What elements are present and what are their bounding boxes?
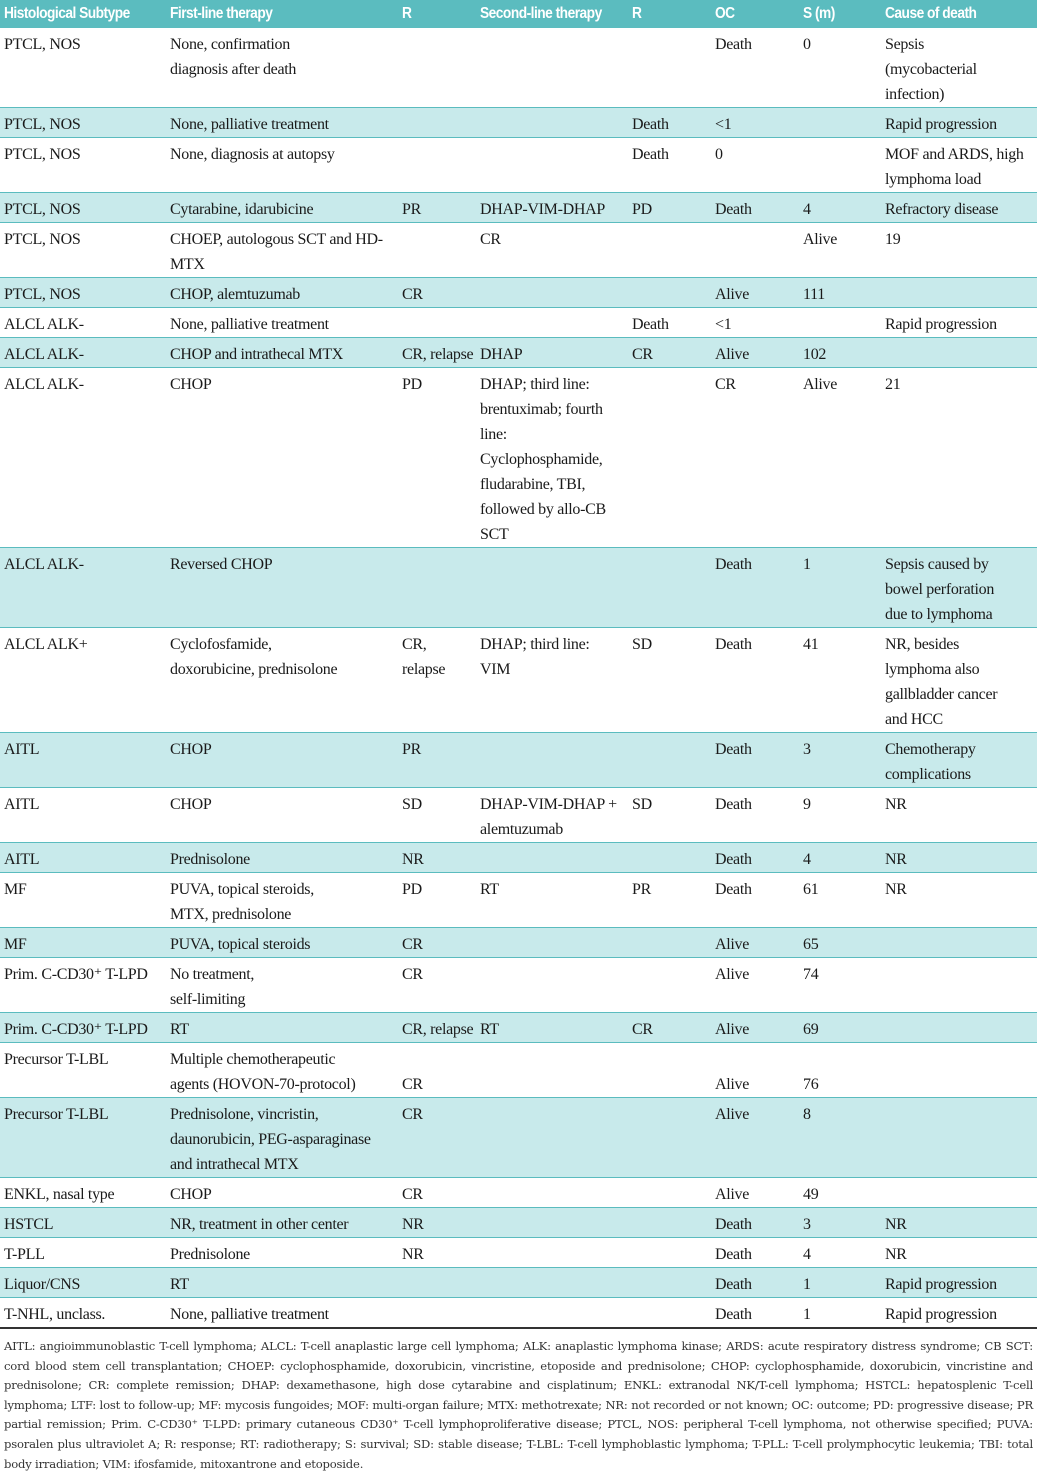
cell-outcome: Death [711, 548, 799, 628]
cell-second-line-therapy [476, 928, 628, 958]
cell-outcome: Alive [711, 1043, 799, 1098]
cell-cause-of-death: Rapid progression [881, 108, 1037, 138]
cell-first-line-therapy: None, palliative treatment [166, 1298, 398, 1329]
cell-survival: 0 [799, 28, 881, 108]
cell-second-line-therapy: DHAP-VIM-DHAP + alemtuzumab [476, 788, 628, 843]
table-row [0, 1098, 1037, 1178]
cell-survival: 4 [799, 843, 881, 873]
cell-survival: 61 [799, 873, 881, 928]
cell-outcome: Death [711, 1298, 799, 1329]
cell-second-line-therapy [476, 108, 628, 138]
cell-second-response [628, 958, 711, 1013]
cell-survival: 4 [799, 1238, 881, 1268]
cell-survival [799, 308, 881, 338]
cell-histological-subtype: AITL [0, 733, 166, 788]
cell-first-line-therapy: None, palliative treatment [166, 108, 398, 138]
cell-first-line-therapy: RT [166, 1013, 398, 1043]
cell-survival: 74 [799, 958, 881, 1013]
table-row [0, 193, 1037, 223]
cell-second-line-therapy: CR [476, 223, 628, 278]
cell-outcome: Death [711, 1268, 799, 1298]
table-row [0, 138, 1037, 193]
cell-survival: 41 [799, 628, 881, 733]
cell-second-response [628, 28, 711, 108]
cell-second-response [628, 843, 711, 873]
header-second-line-therapy [476, 0, 628, 28]
cell-cause-of-death: Sepsis (mycobacterial infection) [881, 28, 1037, 108]
cell-first-line-therapy: Prednisolone [166, 843, 398, 873]
cell-outcome: Alive [711, 1178, 799, 1208]
cell-second-response: Death [628, 108, 711, 138]
cell-first-line-therapy: NR, treatment in other center [166, 1208, 398, 1238]
cell-survival [799, 138, 881, 193]
table-row [0, 278, 1037, 308]
cell-outcome: Alive [711, 958, 799, 1013]
cell-cause-of-death: NR [881, 788, 1037, 843]
cell-outcome: <1 [711, 108, 799, 138]
cell-cause-of-death [881, 338, 1037, 368]
cell-first-response [398, 1268, 476, 1298]
cell-second-response [628, 1178, 711, 1208]
cell-histological-subtype: PTCL, NOS [0, 193, 166, 223]
cell-second-line-therapy [476, 1098, 628, 1178]
header-cause-of-death [881, 0, 1037, 28]
header-histological-subtype [0, 0, 166, 28]
table-row [0, 958, 1037, 1013]
cell-cause-of-death [881, 278, 1037, 308]
header-first-response [398, 0, 476, 28]
cell-second-line-therapy [476, 308, 628, 338]
cell-first-response: CR, relapse [398, 338, 476, 368]
table-row [0, 1268, 1037, 1298]
cell-second-line-therapy [476, 548, 628, 628]
cell-outcome: Death [711, 1238, 799, 1268]
cell-first-line-therapy: Multiple chemotherapeutic agents (HOVON-70-protocol) [166, 1043, 398, 1098]
table-row [0, 733, 1037, 788]
table-row [0, 368, 1037, 548]
cell-survival: 1 [799, 1298, 881, 1329]
header-outcome [711, 0, 799, 28]
cell-first-line-therapy: Cytarabine, idarubicine [166, 193, 398, 223]
table-row [0, 1208, 1037, 1238]
cell-outcome: Alive [711, 1013, 799, 1043]
header-label: Cause of death [885, 5, 977, 22]
cell-first-response [398, 223, 476, 278]
cell-survival: 1 [799, 548, 881, 628]
cell-first-line-therapy: Cyclofosfamide, doxorubicine, prednisolone [166, 628, 398, 733]
cell-second-response: PD [628, 193, 711, 223]
cell-outcome: Death [711, 1208, 799, 1238]
cell-cause-of-death: Rapid progression [881, 1268, 1037, 1298]
cell-histological-subtype: Liquor/CNS [0, 1268, 166, 1298]
cell-first-response: CR [398, 1098, 476, 1178]
cell-cause-of-death [881, 1013, 1037, 1043]
table-row [0, 873, 1037, 928]
cell-first-response [398, 138, 476, 193]
table-row [0, 1298, 1037, 1329]
cell-first-response: NR [398, 843, 476, 873]
cell-cause-of-death: 19 [881, 223, 1037, 278]
cell-cause-of-death [881, 1178, 1037, 1208]
cell-second-response [628, 1268, 711, 1298]
cell-first-response [398, 28, 476, 108]
header-label: Second-line therapy [480, 5, 602, 22]
cell-histological-subtype: ALCL ALK- [0, 308, 166, 338]
cell-histological-subtype: AITL [0, 843, 166, 873]
cell-survival: 9 [799, 788, 881, 843]
cell-second-response [628, 368, 711, 548]
cell-second-response [628, 278, 711, 308]
cell-survival [799, 108, 881, 138]
cell-second-response [628, 1208, 711, 1238]
cell-first-line-therapy: Reversed CHOP [166, 548, 398, 628]
cell-first-response [398, 308, 476, 338]
cell-first-response: CR [398, 278, 476, 308]
cell-second-response: Death [628, 138, 711, 193]
cell-first-line-therapy: CHOEP, autologous SCT and HD-MTX [166, 223, 398, 278]
cell-second-line-therapy [476, 138, 628, 193]
cell-survival: 3 [799, 733, 881, 788]
cell-first-line-therapy: No treatment, self-limiting [166, 958, 398, 1013]
table-row [0, 108, 1037, 138]
cell-histological-subtype: PTCL, NOS [0, 278, 166, 308]
header-row [0, 0, 1037, 28]
cell-cause-of-death [881, 1098, 1037, 1178]
cell-histological-subtype: HSTCL [0, 1208, 166, 1238]
cell-first-response: CR [398, 958, 476, 1013]
cell-first-line-therapy: PUVA, topical steroids, MTX, prednisolone [166, 873, 398, 928]
cell-survival: 65 [799, 928, 881, 958]
header-label: Histological Subtype [4, 5, 130, 22]
cell-first-response: CR [398, 1178, 476, 1208]
cell-first-line-therapy: CHOP [166, 368, 398, 548]
cell-cause-of-death: Rapid progression [881, 1298, 1037, 1329]
cell-histological-subtype: T-NHL, unclass. [0, 1298, 166, 1329]
cell-histological-subtype: PTCL, NOS [0, 223, 166, 278]
cell-outcome [711, 223, 799, 278]
cell-second-line-therapy [476, 1238, 628, 1268]
cell-cause-of-death [881, 928, 1037, 958]
table-row [0, 788, 1037, 843]
table-row [0, 28, 1037, 108]
header-label: R [632, 5, 642, 22]
header-second-response [628, 0, 711, 28]
cell-second-line-therapy [476, 1208, 628, 1238]
cell-first-response: NR [398, 1238, 476, 1268]
cell-first-response: CR, relapse [398, 1013, 476, 1043]
table-body [0, 28, 1037, 1328]
cell-second-response [628, 223, 711, 278]
header-label: OC [715, 5, 735, 22]
cell-outcome: Death [711, 28, 799, 108]
table-header [0, 0, 1037, 28]
cell-cause-of-death: Chemotherapy complications [881, 733, 1037, 788]
cell-cause-of-death [881, 1043, 1037, 1098]
cell-second-line-therapy [476, 1043, 628, 1098]
cell-histological-subtype: ALCL ALK- [0, 338, 166, 368]
cell-histological-subtype: ALCL ALK- [0, 548, 166, 628]
cell-second-line-therapy [476, 28, 628, 108]
cell-second-line-therapy [476, 958, 628, 1013]
cell-first-response [398, 1298, 476, 1329]
cell-second-response [628, 1043, 711, 1098]
table-row [0, 928, 1037, 958]
cell-second-line-therapy [476, 733, 628, 788]
table-row [0, 1013, 1037, 1043]
table-row [0, 1043, 1037, 1098]
cell-histological-subtype: AITL [0, 788, 166, 843]
cell-cause-of-death: MOF and ARDS, high lymphoma load [881, 138, 1037, 193]
header-label: R [402, 5, 412, 22]
header-survival [799, 0, 881, 28]
cell-first-line-therapy: CHOP [166, 1178, 398, 1208]
cell-histological-subtype: ALCL ALK+ [0, 628, 166, 733]
cell-histological-subtype: Precursor T-LBL [0, 1043, 166, 1098]
cell-second-line-therapy [476, 1178, 628, 1208]
cell-first-line-therapy: CHOP and intrathecal MTX [166, 338, 398, 368]
cell-histological-subtype: T-PLL [0, 1238, 166, 1268]
cell-survival: 102 [799, 338, 881, 368]
cell-histological-subtype: Prim. C-CD30⁺ T-LPD [0, 958, 166, 1013]
cell-cause-of-death: NR [881, 843, 1037, 873]
cell-survival: 69 [799, 1013, 881, 1043]
cell-second-response: CR [628, 338, 711, 368]
cell-cause-of-death: Refractory disease [881, 193, 1037, 223]
cell-outcome: Death [711, 843, 799, 873]
cell-second-response: Death [628, 308, 711, 338]
cell-second-line-therapy: DHAP-VIM-DHAP [476, 193, 628, 223]
cell-outcome: Alive [711, 1098, 799, 1178]
cell-second-response [628, 733, 711, 788]
cell-outcome: Alive [711, 928, 799, 958]
cell-survival: 111 [799, 278, 881, 308]
cell-second-line-therapy: DHAP; third line: brentuximab; fourth line: Cyclophosphamide, fludarabine, TBI, followed by allo-CB SCT [476, 368, 628, 548]
cell-cause-of-death: NR [881, 1208, 1037, 1238]
cell-first-line-therapy: None, confirmation diagnosis after death [166, 28, 398, 108]
cell-cause-of-death: 21 [881, 368, 1037, 548]
header-label: First-line therapy [170, 5, 273, 22]
cell-survival: 8 [799, 1098, 881, 1178]
cell-first-response: SD [398, 788, 476, 843]
cell-outcome: CR [711, 368, 799, 548]
cell-first-line-therapy: None, palliative treatment [166, 308, 398, 338]
table-row [0, 628, 1037, 733]
cell-survival: 49 [799, 1178, 881, 1208]
header-label: S (m) [803, 5, 835, 22]
header-first-line-therapy [166, 0, 398, 28]
table-row [0, 843, 1037, 873]
cell-survival: Alive [799, 223, 881, 278]
cell-first-line-therapy: RT [166, 1268, 398, 1298]
cell-outcome: 0 [711, 138, 799, 193]
cell-first-response: PR [398, 733, 476, 788]
cell-first-response [398, 108, 476, 138]
cell-second-line-therapy: RT [476, 873, 628, 928]
cell-second-response [628, 928, 711, 958]
cell-first-response: PD [398, 873, 476, 928]
cell-first-line-therapy: None, diagnosis at autopsy [166, 138, 398, 193]
cell-outcome: Death [711, 788, 799, 843]
cell-first-response: CR [398, 928, 476, 958]
cell-first-response: PD [398, 368, 476, 548]
table-row [0, 223, 1037, 278]
cell-second-line-therapy: DHAP; third line: VIM [476, 628, 628, 733]
cell-histological-subtype: PTCL, NOS [0, 28, 166, 108]
cell-second-line-therapy [476, 278, 628, 308]
cell-first-line-therapy: Prednisolone [166, 1238, 398, 1268]
cell-second-line-therapy [476, 1268, 628, 1298]
cell-histological-subtype: PTCL, NOS [0, 138, 166, 193]
cell-cause-of-death: NR, besides lymphoma also gallbladder cancer and HCC [881, 628, 1037, 733]
cell-second-response [628, 548, 711, 628]
cell-survival: 1 [799, 1268, 881, 1298]
cell-cause-of-death [881, 958, 1037, 1013]
table-row [0, 548, 1037, 628]
cell-second-response: SD [628, 788, 711, 843]
cell-cause-of-death: Sepsis caused by bowel perforation due to lymphoma [881, 548, 1037, 628]
cell-survival: 76 [799, 1043, 881, 1098]
cell-cause-of-death: Rapid progression [881, 308, 1037, 338]
cell-outcome: Alive [711, 338, 799, 368]
cell-first-line-therapy: PUVA, topical steroids [166, 928, 398, 958]
table-row [0, 1178, 1037, 1208]
cell-second-line-therapy: RT [476, 1013, 628, 1043]
cell-second-line-therapy: DHAP [476, 338, 628, 368]
cell-first-response: PR [398, 193, 476, 223]
cell-first-line-therapy: Prednisolone, vincristin, daunorubicin, PEG-asparaginase and intrathecal MTX [166, 1098, 398, 1178]
cell-first-line-therapy: CHOP, alemtuzumab [166, 278, 398, 308]
cell-outcome: Death [711, 193, 799, 223]
cell-survival: Alive [799, 368, 881, 548]
cell-first-response: NR [398, 1208, 476, 1238]
cell-histological-subtype: Prim. C-CD30⁺ T-LPD [0, 1013, 166, 1043]
cell-histological-subtype: ENKL, nasal type [0, 1178, 166, 1208]
cell-second-response [628, 1098, 711, 1178]
cell-survival: 4 [799, 193, 881, 223]
cell-first-line-therapy: CHOP [166, 788, 398, 843]
cell-histological-subtype: MF [0, 928, 166, 958]
cell-histological-subtype: PTCL, NOS [0, 108, 166, 138]
cell-outcome: Death [711, 873, 799, 928]
cell-outcome: Death [711, 628, 799, 733]
cell-outcome: Death [711, 733, 799, 788]
cell-survival: 3 [799, 1208, 881, 1238]
cell-second-response: CR [628, 1013, 711, 1043]
cell-histological-subtype: ALCL ALK- [0, 368, 166, 548]
cell-outcome: Alive [711, 278, 799, 308]
cell-first-line-therapy: CHOP [166, 733, 398, 788]
cell-second-response: SD [628, 628, 711, 733]
cell-outcome: <1 [711, 308, 799, 338]
cell-second-response [628, 1298, 711, 1329]
cell-second-response [628, 1238, 711, 1268]
cell-histological-subtype: MF [0, 873, 166, 928]
table-row [0, 1238, 1037, 1268]
cell-first-response: CR [398, 1043, 476, 1098]
cell-first-response [398, 548, 476, 628]
cell-second-line-therapy [476, 843, 628, 873]
cell-histological-subtype: Precursor T-LBL [0, 1098, 166, 1178]
cell-cause-of-death: NR [881, 1238, 1037, 1268]
cell-second-response: PR [628, 873, 711, 928]
cell-cause-of-death: NR [881, 873, 1037, 928]
cell-second-line-therapy [476, 1298, 628, 1329]
table-row [0, 308, 1037, 338]
table-footnote: AITL: angioimmunoblastic T-cell lymphoma; ALCL: T-cell anaplastic large cell lymphoma; ALK: anaplastic lymphoma kinase; ARDS: acute respiratory distress syndrome; CB SCT: cord blood stem cell transplantation; CHOEP: cyclophosphamide, doxorubicin, vincristine, etoposide and prednisolone; CHOP: cyclophosphamide, doxorubicin, vincristine and prednisolone; CR: complete remission; DHAP: dexamethasone, high dose cytarabine and cisplatinum; ENKL: extranodal NK/T-cell lymphoma; HSTCL: hepatosplenic T-cell lymphoma; LTF: lost to follow-up; MF: mycosis fungoides; MOF: multi-organ failure; MTX: methotrexate; NR: not recorded or not known; OC: outcome; PD: progressive disease; PR partial remission; Prim. C-CD30⁺ T-LPD: primary cutaneous CD30⁺ T-cell lymphoproliferative disease; PTCL, NOS: peripheral T-cell lymphoma, not otherwise specified; PUVA: psoralen plus ultraviolet A; R: response; RT: radiotherapy; S: survival; SD: stable disease; T-LBL: T-cell lymphoblastic lymphoma; T-PLL: T-cell prolymphocytic leukemia; TBI: total body irradiation; VIM: ifosfamide, mitoxantrone and etoposide. [4, 1339, 1033, 1471]
table-row [0, 338, 1037, 368]
cell-first-response: CR, relapse [398, 628, 476, 733]
